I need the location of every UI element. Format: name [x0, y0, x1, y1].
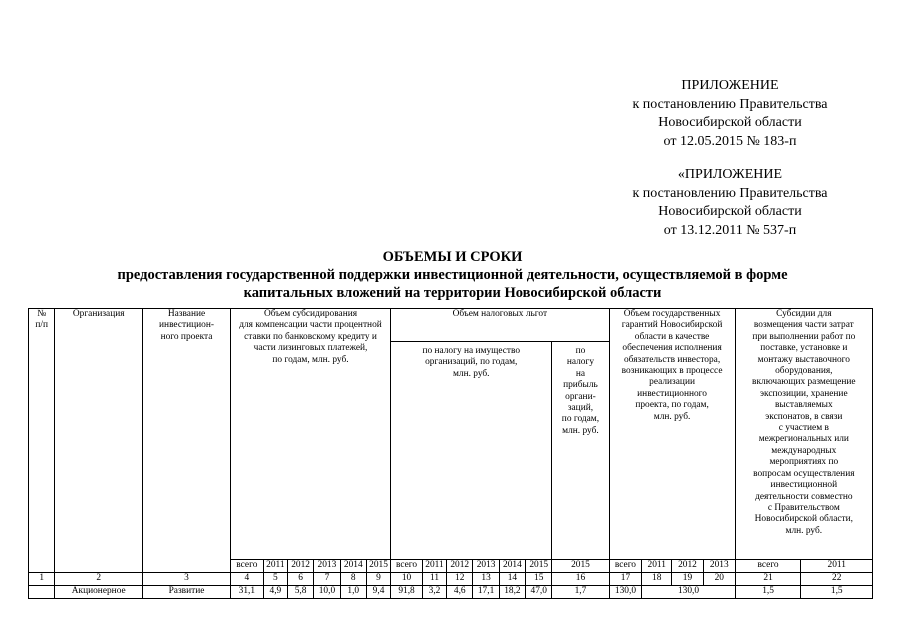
- cell-exhibition-2011: 1,5: [801, 586, 873, 599]
- year-header: 2015: [366, 560, 390, 573]
- appendix-line: от 12.05.2015 № 183-п: [663, 133, 797, 149]
- column-number: 13: [473, 573, 499, 586]
- year-header: 2011: [801, 560, 873, 573]
- column-number: 8: [340, 573, 366, 586]
- column-number: 9: [366, 573, 390, 586]
- appendix-line: ПРИЛОЖЕНИЕ: [681, 78, 779, 93]
- cell-guarantee-years: 130,0: [642, 586, 735, 599]
- column-number: 3: [143, 573, 231, 586]
- column-number: 14: [499, 573, 525, 586]
- column-number: 15: [526, 573, 552, 586]
- year-header: всего: [609, 560, 642, 573]
- year-header: всего: [391, 560, 423, 573]
- header-project-name: Название инвестицион- ного проекта: [143, 309, 231, 573]
- column-number: 12: [447, 573, 473, 586]
- year-header: 2015: [552, 560, 609, 573]
- appendix-header-original: [560, 166, 900, 240]
- appendix-header-current: [560, 77, 900, 151]
- header-organization: Организация: [55, 309, 143, 573]
- column-number: 1: [29, 573, 55, 586]
- document-title: [0, 248, 905, 302]
- header-number: № п/п: [29, 309, 55, 573]
- cell-tax-2012: 4,6: [447, 586, 473, 599]
- cell-guarantee-total: 130,0: [609, 586, 642, 599]
- column-number: 22: [801, 573, 873, 586]
- cell-tax-2014: 18,2: [499, 586, 525, 599]
- year-header: 2011: [422, 560, 446, 573]
- header-tax-profit: по налогу на прибыль органи- заций, по годам, млн. руб.: [552, 342, 609, 560]
- table-row: [29, 586, 873, 599]
- cell-tax-total: 91,8: [391, 586, 423, 599]
- header-exhibition-subsidies: Субсидии для возмещения части затрат при выполнении работ по поставке, установке и монтажу выставочного оборудования, включающих размещение экспозиции, хранение выставляемых экспонатов, в связи с участием в межрегиональных или международных мероприятиях по вопросам осуществления инвестиционной деятельности совместно с Правительством Новосибирской области, млн. руб.: [735, 309, 872, 560]
- header-tax-property: по налогу на имущество организаций, по годам, млн. руб.: [391, 342, 552, 560]
- cell-exhibition-total: 1,5: [735, 586, 801, 599]
- column-number: 2: [55, 573, 143, 586]
- year-header: всего: [735, 560, 801, 573]
- column-number: 20: [703, 573, 735, 586]
- appendix-line: Новосибирской области: [658, 115, 802, 130]
- appendix-line: к постановлению Правительства: [632, 185, 828, 201]
- cell-subsidy-2014: 1,0: [340, 586, 366, 599]
- year-header: 2012: [287, 560, 313, 573]
- cell-tax-2011: 3,2: [422, 586, 446, 599]
- column-number: 5: [263, 573, 287, 586]
- column-number: 17: [609, 573, 642, 586]
- appendix-line: «ПРИЛОЖЕНИЕ: [677, 167, 783, 182]
- cell-number: [29, 586, 55, 599]
- cell-subsidy-total: 31,1: [230, 586, 263, 599]
- cell-project: Развитие: [143, 586, 231, 599]
- cell-tax-2013: 17,1: [473, 586, 499, 599]
- cell-subsidy-2015: 9,4: [366, 586, 390, 599]
- appendix-line: от 13.12.2011 № 537-п: [663, 222, 797, 238]
- year-header: 2011: [642, 560, 672, 573]
- cell-subsidy-2013: 10,0: [314, 586, 340, 599]
- year-header: 2012: [447, 560, 473, 573]
- column-number: 7: [314, 573, 340, 586]
- support-volume-table: [28, 308, 873, 599]
- cell-tax-2015: 47,0: [526, 586, 552, 599]
- title-line-3: капитальных вложений на территории Новосибирской области: [243, 285, 662, 301]
- year-header: 2013: [473, 560, 499, 573]
- year-header: 2014: [340, 560, 366, 573]
- year-header: 2012: [672, 560, 704, 573]
- year-header: 2015: [526, 560, 552, 573]
- cell-subsidy-2011: 4,9: [263, 586, 287, 599]
- year-header: 2013: [703, 560, 735, 573]
- title-line-1: ОБЪЕМЫ И СРОКИ: [382, 249, 523, 265]
- year-header: всего: [230, 560, 263, 573]
- title-line-2: предоставления государственной поддержки инвестиционной деятельности, осуществляемой в форме: [117, 267, 788, 283]
- year-header: 2014: [499, 560, 525, 573]
- cell-organization: Акционерное: [55, 586, 143, 599]
- header-tax-benefits: Объем налоговых льгот: [391, 309, 609, 342]
- cell-subsidy-2012: 5,8: [287, 586, 313, 599]
- year-header: 2013: [314, 560, 340, 573]
- column-number: 16: [552, 573, 609, 586]
- column-number: 19: [672, 573, 704, 586]
- header-subsidies: Объем субсидирования для компенсации части процентной ставки по банковскому кредиту и части лизинговых платежей, по годам, млн. руб.: [230, 309, 390, 560]
- cell-tax-profit-2015: 1,7: [552, 586, 609, 599]
- column-number: 6: [287, 573, 313, 586]
- column-number: 18: [642, 573, 672, 586]
- year-header: 2011: [263, 560, 287, 573]
- column-number: 4: [230, 573, 263, 586]
- appendix-line: Новосибирской области: [658, 204, 802, 219]
- column-number: 11: [422, 573, 446, 586]
- header-guarantees: Объем государственных гарантий Новосибирской области в качестве обеспечения исполнения обязательств инвестора, возникающих в процессе реализации инвестиционного проекта, по годам, млн. руб.: [609, 309, 735, 560]
- column-number: 10: [391, 573, 423, 586]
- column-number: 21: [735, 573, 801, 586]
- appendix-line: к постановлению Правительства: [632, 96, 828, 112]
